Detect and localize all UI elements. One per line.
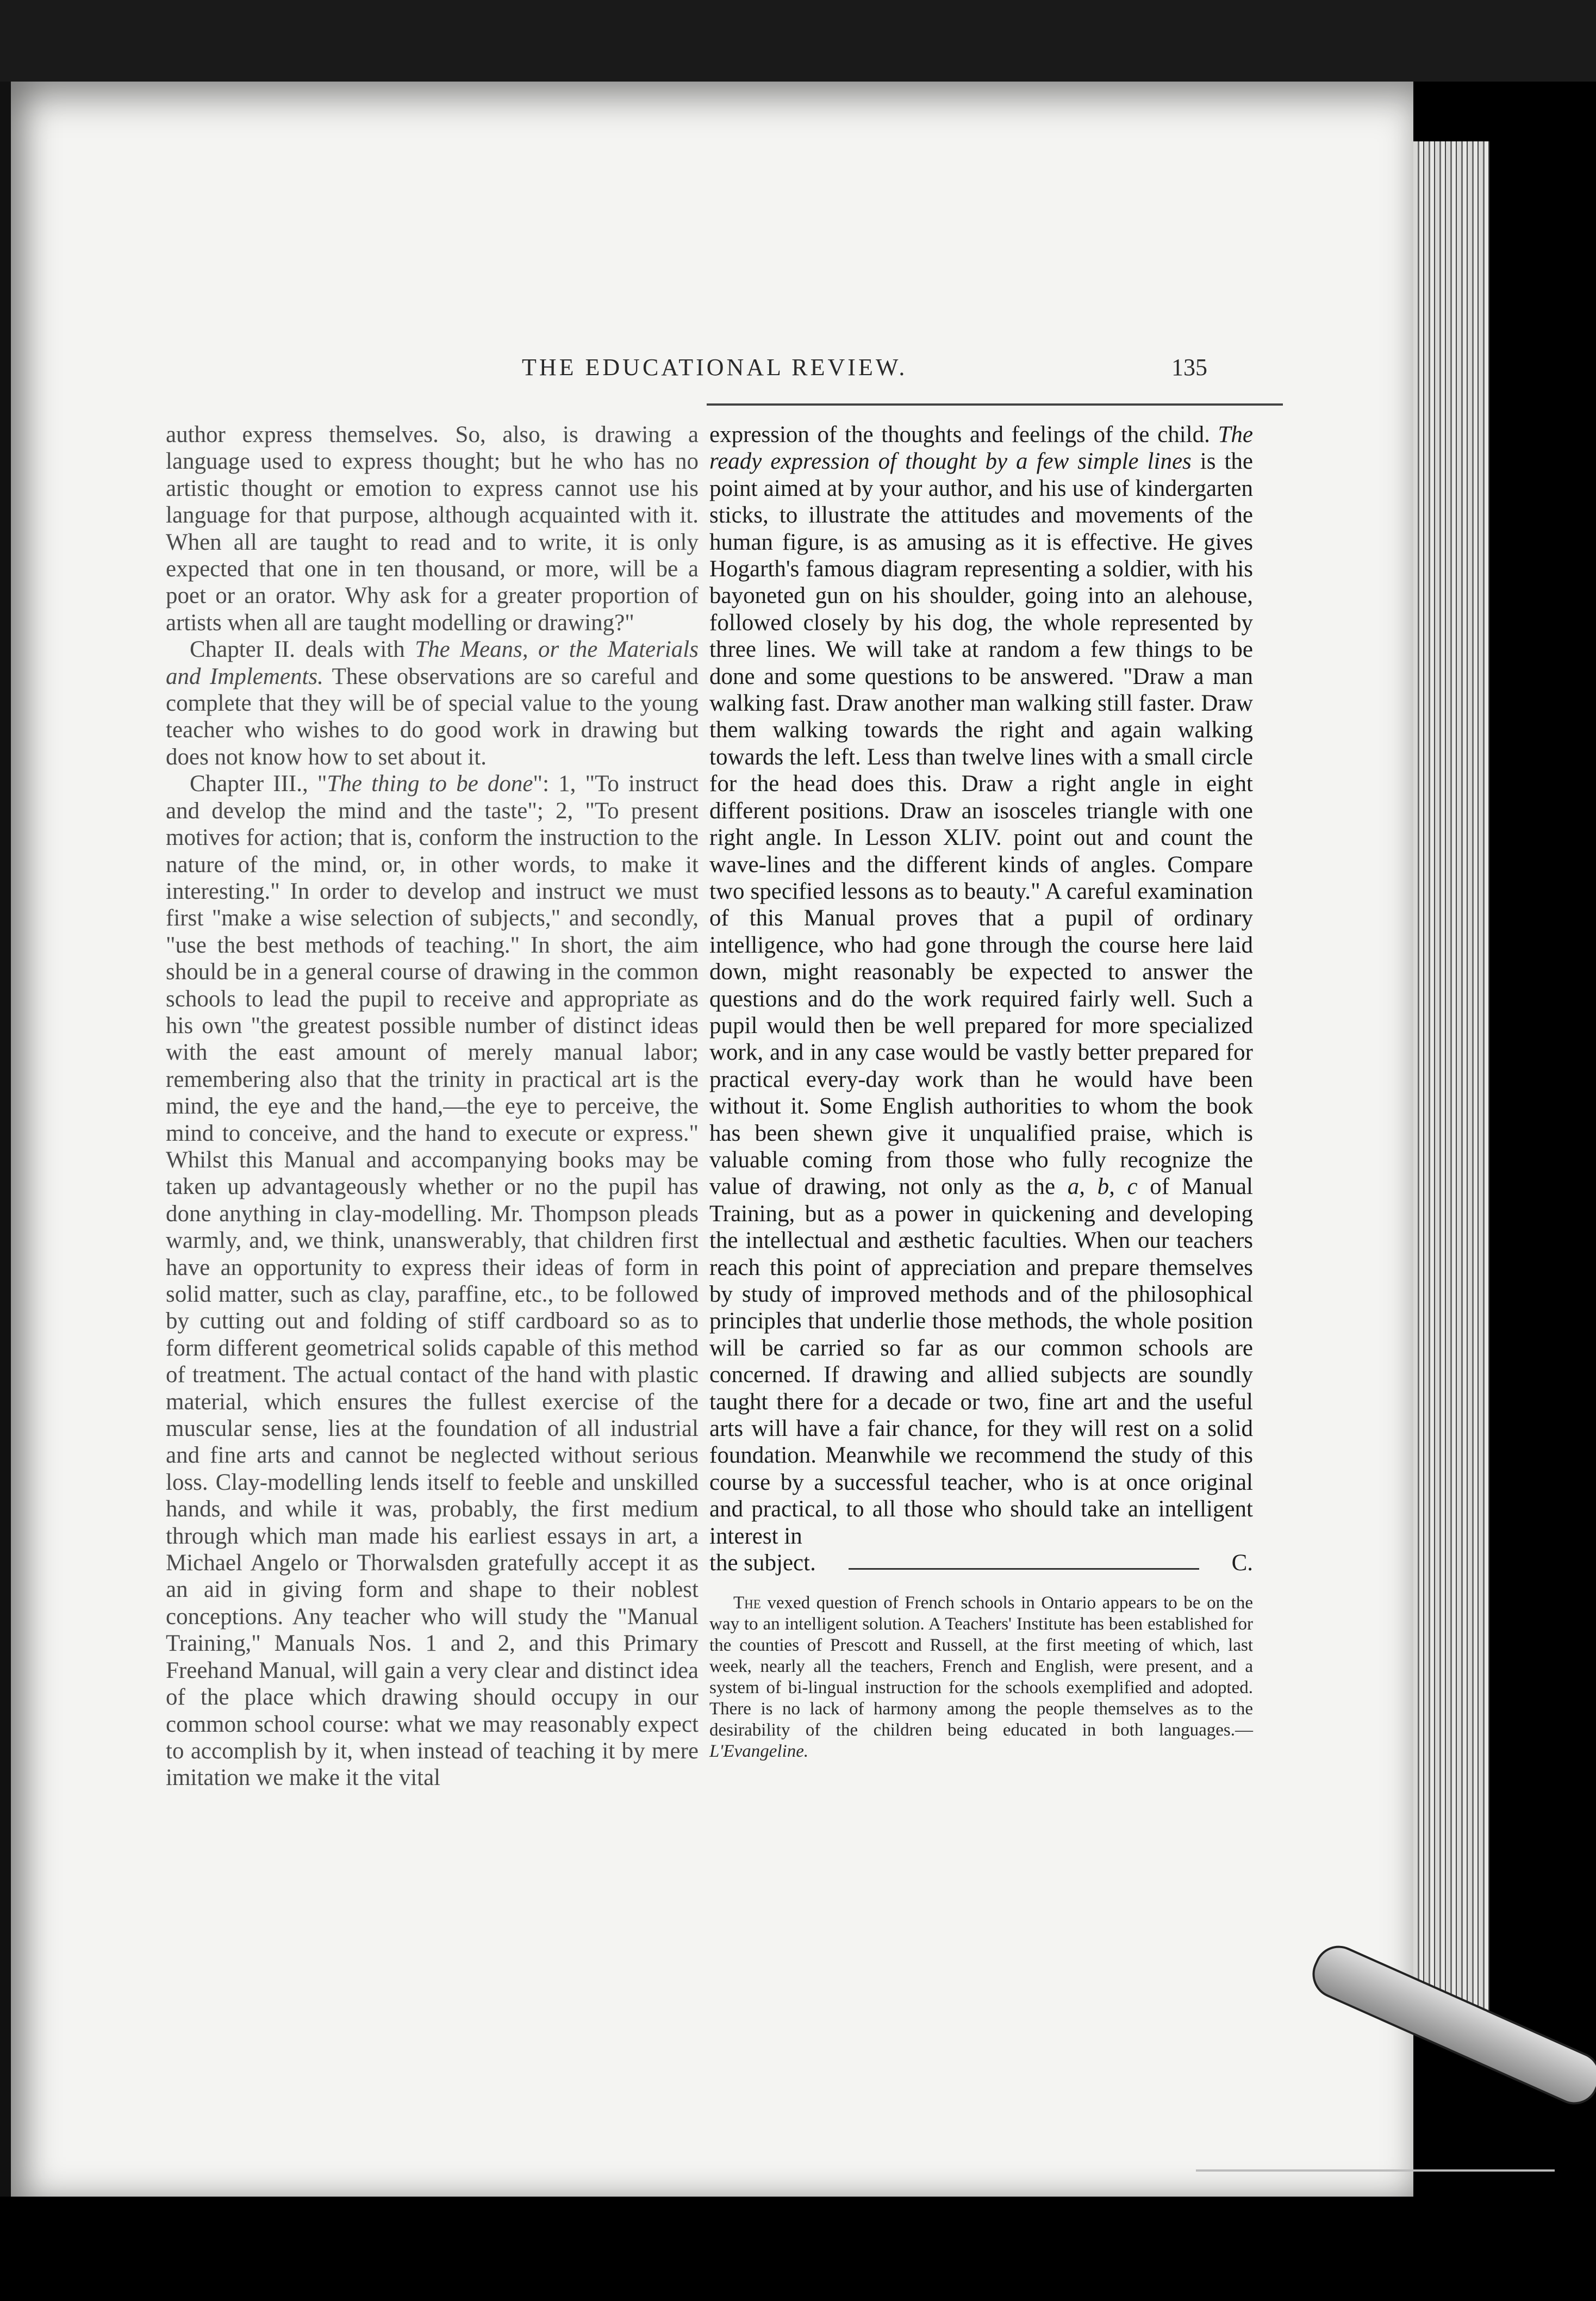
- left-column: [166, 421, 699, 1987]
- text-run: Chapter II. deals with: [190, 637, 415, 663]
- scan-bottom-border: [0, 2197, 1596, 2301]
- paragraph: [709, 421, 1253, 1550]
- page-number: 135: [1171, 354, 1207, 381]
- running-title: THE EDUCATIONAL REVIEW.: [522, 354, 908, 381]
- italic-phrase: a, b, c: [1067, 1174, 1138, 1200]
- text-run: of Manual Training, but as a power in quickening and developing the intellectual and æsthetic faculties. When our teachers reach this point of appreciation and prepare themselves by study of improved methods and of the philosophical principles that underlie those methods, the whole position will be carried so far as our common schools are concerned. If drawing and allied subjects are soundly taught there for a decade or two, fine art and the useful arts will have a fair chance, for they will rest on a solid foundation. Meanwhile we recommend the study of this course by a successful teacher, who is at once original and practical, to all those who should take an intelligent interest in: [709, 1174, 1254, 1549]
- paragraph: [166, 770, 699, 1791]
- right-column: [709, 421, 1253, 1987]
- signoff-rule: [849, 1568, 1199, 1570]
- author-initial: C.: [1231, 1550, 1253, 1576]
- note-source: L'Evangeline.: [709, 1742, 809, 1762]
- scan-left-border: [0, 82, 11, 2197]
- text-run: ": 1, "To instruct and develop the mind and the taste"; 2, "To present motives for action; that is, conform the instruction to the nature of the mind, or, in other words, to make it interesting." In order to develop and instruct we must first "make a wise selection of subjects," and secondly, "use the best methods of teaching." In short, the aim should be in a general course of drawing in the common schools to lead the pupil to receive and appropriate as his own "the greatest possible number of distinct ideas with the east amount of merely manual labor; remembering also that the trinity in practical art is the mind, the eye and the hand,—the eye to perceive, the mind to conceive, and the hand to execute or express." Whilst this Manual and accompanying books may be taken up advantageously whether or no the pupil has done anything in clay-modelling. Mr. Thompson pleads warmly, and, we think, unanswerably, that children first have an opportunity to express their ideas of form in solid matter, such as clay, paraffine, etc., to be followed by cutting out and folding of stiff cardboard so as to form different geometrical solids capable of this method of treatment. The actual contact of the hand with plastic material, which ensures the fullest exercise of the muscular sense, lies at the foundation of all industrial and fine arts and cannot be neglected without serious loss. Clay-modelling lends itself to feeble and unskilled hands, and while it was, probably, the first medium through which man made his earliest essays in art, a Michael Angelo or Thorwalsden gratefully accept it as an aid in giving form and shape to their noblest conceptions. Any teacher who will study the "Manual Training," Manuals Nos. 1 and 2, and this Primary Freehand Manual, will gain a very clear and distinct idea of the place which drawing should occupy in our common school course: what we may reasonably expect to accomplish by it, when instead of teaching it by mere imitation we make it the vital: [166, 771, 699, 1791]
- scan-top-border: [0, 0, 1596, 82]
- text-run: is the point aimed at by your author, and his use of kindergarten sticks, to illustrate the attitudes and movements of the human figure, is as amusing as it is effective. He gives Hogarth's famous diagram representing a soldier, with his bayoneted gun on his shoulder, going into an alehouse, followed closely by his dog, the whole represented by three lines. We will take at random a few things to be done and some questions to be answered. "Draw a man walking fast. Draw another man walking still faster. Draw them walking towards the right and again walking towards the left. Less than twelve lines with a small circle for the head does this. Draw a right angle in eight different positions. Draw an isosceles triangle with one right angle. In Lesson XLIV. point out and count the wave-lines and the different kinds of angles. Compare two specified lessons as to beauty." A careful examination of this Manual proves that a pupil of ordinary intelligence, who had gone through the course here laid down, might reasonably be expected to answer the questions and do the work required fairly well. Such a pupil would then be well prepared for more specialized work, and in any case would be vastly better prepared for practical every-day work than he would have been without it. Some English authorities to whom the book has been shewn give it unqualified praise, which is valuable coming from those who fully recognize the value of drawing, not only as the: [709, 449, 1253, 1200]
- italic-phrase: The ready expression of thought by a few simple lines: [709, 422, 1253, 475]
- italic-title: The Means, or the Materials and Implements.: [166, 637, 699, 689]
- paragraph: author express themselves. So, also, is drawing a language used to express thought; but he who has no artistic thought or emotion to express cannot use his language for that purpose, although acquainted with it. When all are taught to read and to write, it is only expected that one in ten thousand, or more, will be a poet or an orator. Why ask for a greater proportion of artists when all are taught modelling or drawing?": [166, 422, 699, 636]
- text-run: These observations are so careful and complete that they will be of special value to the young teacher who wishes to do good work in drawing but does not know how to set about it.: [166, 663, 699, 770]
- text-run: Chapter III., ": [190, 771, 327, 797]
- scan-right-border: [1489, 98, 1596, 2110]
- header-rule: [707, 403, 1283, 406]
- text-run: expression of the thoughts and feelings of the child.: [709, 422, 1218, 447]
- page-header: [163, 353, 1250, 397]
- table-edge-line: [1196, 2169, 1555, 2172]
- signoff-line: [709, 1550, 1253, 1576]
- paragraph: [166, 636, 699, 770]
- signoff-text: the subject.: [709, 1550, 816, 1576]
- italic-title: The thing to be done: [327, 771, 533, 797]
- text-run: The: [733, 1593, 761, 1613]
- text-run: vexed question of French schools in Ontario appears to be on the way to an intelligent solution. A Teachers' Institute has been established for the counties of Prescott and Russell, at the first meeting of which, last week, nearly all the teachers, French and English, were present, and a system of bi-lingual instruction for the schools exemplified and adopted. There is no lack of harmony among the people themselves as to the desirability of the children being educated in both languages.—: [709, 1593, 1253, 1740]
- news-note: [709, 1593, 1253, 1762]
- page-edge-stack: [1413, 141, 1489, 2012]
